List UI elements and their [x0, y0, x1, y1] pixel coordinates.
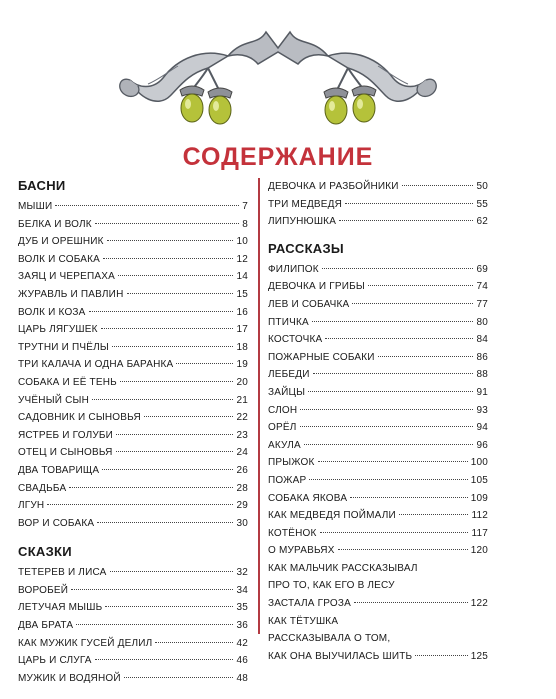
dot-leader [415, 655, 467, 656]
entry-title: МЫШИ [18, 201, 53, 212]
entry-page-number: 94 [476, 422, 488, 434]
toc-entry-line [268, 577, 488, 595]
dot-leader [102, 469, 233, 470]
dot-leader [95, 223, 239, 224]
toc-entry [18, 198, 248, 216]
entry-title: БЕЛКА И ВОЛК [18, 218, 92, 230]
toc-entry [18, 339, 248, 357]
entry-title: ТРИ МЕДВЕДЯ [268, 198, 343, 210]
entry-title: АКУЛА [268, 439, 301, 451]
dot-leader [124, 677, 234, 678]
entry-title: ЦАРЬ И СЛУГА [18, 655, 92, 667]
entry-title: РАССКАЗЫВАЛА О ТОМ, [268, 633, 391, 645]
entry-page-number: 125 [470, 650, 488, 662]
entry-page-number: 23 [236, 429, 248, 441]
toc-entry [268, 196, 488, 214]
entry-page-number: 55 [476, 198, 488, 210]
toc-entry [18, 427, 248, 445]
dot-leader [312, 321, 474, 322]
toc-entry [18, 635, 248, 653]
entry-title: ДВА ТОВАРИЩА [18, 464, 100, 476]
toc-list-multiline [268, 560, 488, 666]
dot-leader [101, 328, 234, 329]
entry-page-number: 10 [236, 236, 248, 248]
dot-leader [95, 659, 234, 660]
dot-leader [144, 416, 234, 417]
entry-page-number: 77 [476, 298, 488, 310]
entry-page-number: 91 [476, 386, 488, 398]
entry-page-number: 100 [470, 457, 488, 469]
entry-title: ТРИ КАЛАЧА И ОДНА БАРАНКА [18, 359, 174, 371]
entry-title: СЛОН [268, 404, 298, 416]
toc-entry [18, 564, 248, 582]
entry-title: ДЕВОЧКА И ГРИБЫ [268, 281, 365, 293]
entry-title: ПРЫЖОК [268, 457, 315, 469]
dot-leader [116, 434, 233, 435]
entry-title: ВОРОБЕЙ [18, 584, 69, 596]
entry-title: ДУБ И ОРЕШНИК [18, 236, 104, 248]
entry-title: КОТЁНОК [268, 527, 317, 539]
dot-leader [176, 363, 233, 364]
entry-page-number: 16 [236, 306, 248, 318]
dot-leader [309, 479, 467, 480]
entry-title: СОБАКА ЯКОВА [268, 492, 348, 504]
entry-page-number: 28 [236, 482, 248, 494]
dot-leader [318, 461, 468, 462]
entry-page-number: 17 [236, 324, 248, 336]
toc-entry [18, 599, 248, 617]
entry-page-number: 96 [476, 439, 488, 451]
entry-page-number: 46 [236, 655, 248, 667]
dot-leader [89, 311, 234, 312]
entry-page-number: 62 [476, 216, 488, 228]
toc-entry [268, 384, 488, 402]
dot-leader [116, 451, 234, 452]
entry-title: О МУРАВЬЯХ [268, 545, 335, 557]
entry-page-number: 88 [476, 369, 488, 381]
toc-entry [18, 304, 248, 322]
entry-title: ЦАРЬ ЛЯГУШЕК [18, 324, 98, 336]
entry-page-number: 42 [236, 637, 248, 649]
entry-page-number: 112 [471, 510, 488, 522]
dot-leader [338, 549, 468, 550]
entry-page-number: 12 [236, 253, 248, 265]
toc-entry [18, 321, 248, 339]
toc-entry [268, 525, 488, 543]
dot-leader [399, 514, 469, 515]
dot-leader [354, 602, 468, 603]
dot-leader [345, 203, 473, 204]
toc-entry [18, 216, 248, 234]
dot-leader [339, 220, 473, 221]
entry-page-number: 15 [236, 288, 248, 300]
entry-title: ЛГУН [18, 500, 45, 512]
dot-leader [110, 571, 234, 572]
entry-title: ВОЛК И СОБАКА [18, 253, 101, 265]
dot-leader [378, 356, 474, 357]
dot-leader [69, 487, 233, 488]
toc-entry [18, 480, 248, 498]
dot-leader [308, 391, 473, 392]
toc-entry [18, 251, 248, 269]
entry-page-number: 7 [242, 201, 248, 212]
toc-left-column [18, 178, 248, 687]
toc-entry [18, 652, 248, 670]
entry-page-number: 34 [236, 584, 248, 596]
dot-leader [320, 532, 469, 533]
dot-leader [300, 426, 474, 427]
entry-page-number: 84 [476, 334, 488, 346]
toc-entry [18, 462, 248, 480]
entry-page-number: 36 [236, 620, 248, 632]
entry-title: ПОЖАР [268, 474, 307, 486]
dot-leader [313, 373, 474, 374]
entry-page-number: 93 [476, 404, 488, 416]
toc-entry [18, 286, 248, 304]
toc-entry [268, 261, 488, 279]
entry-page-number: 86 [476, 351, 488, 363]
toc-entry-line [268, 595, 488, 613]
dot-leader [402, 185, 474, 186]
entry-page-number: 35 [236, 602, 248, 614]
dot-leader [155, 642, 233, 643]
dot-leader [325, 338, 473, 339]
toc-entry [268, 419, 488, 437]
entry-page-number: 109 [470, 492, 488, 504]
toc-entry [268, 349, 488, 367]
entry-page-number: 24 [236, 447, 248, 459]
entry-title: ЛЕБЕДИ [268, 369, 310, 381]
toc-entry [18, 268, 248, 286]
toc-entry [18, 497, 248, 515]
toc-entry [18, 356, 248, 374]
entry-title: КОСТОЧКА [268, 334, 323, 346]
dot-leader [112, 346, 234, 347]
entry-title: ОТЕЦ И СЫНОВЬЯ [18, 447, 113, 459]
toc-entry [268, 402, 488, 420]
toc-entry [268, 542, 488, 560]
entry-title: УЧЁНЫЙ СЫН [18, 394, 90, 406]
entry-title: СОБАКА И ЕЁ ТЕНЬ [18, 376, 117, 388]
entry-title: ПОЖАРНЫЕ СОБАКИ [268, 351, 375, 363]
toc-entry [18, 617, 248, 635]
toc-entry-line [268, 630, 488, 648]
entry-title: ДЕВОЧКА И РАЗБОЙНИКИ [268, 181, 399, 192]
dot-leader [127, 293, 234, 294]
toc-entry [18, 392, 248, 410]
entry-page-number: 74 [476, 281, 488, 293]
entry-page-number: 14 [236, 271, 248, 283]
entry-title: ЖУРАВЛЬ И ПАВЛИН [18, 288, 124, 300]
toc-entry [268, 213, 488, 231]
toc-entry [268, 472, 488, 490]
section-heading: СКАЗКИ [18, 544, 72, 560]
dot-leader [300, 409, 473, 410]
toc-list-rasskazy [268, 261, 488, 560]
entry-title: ЗАЯЦ И ЧЕРЕПАХА [18, 271, 115, 283]
entry-title: ТРУТНИ И ПЧЁЛЫ [18, 341, 109, 353]
dot-leader [76, 624, 233, 625]
entry-page-number: 105 [470, 474, 488, 486]
dot-leader [92, 399, 233, 400]
entry-title: МУЖИК И ВОДЯНОЙ [18, 672, 121, 684]
entry-title: ЗАСТАЛА ГРОЗА [268, 598, 352, 610]
entry-title: ЛИПУНЮШКА [268, 216, 337, 228]
dot-leader [97, 522, 233, 523]
entry-title: ЛЕТУЧАЯ МЫШЬ [18, 602, 103, 614]
entry-page-number: 30 [236, 517, 248, 529]
entry-page-number: 80 [476, 316, 488, 328]
dot-leader [352, 303, 473, 304]
entry-title: ПРО ТО, КАК ЕГО В ЛЕСУ [268, 580, 395, 592]
entry-title: КАК ОНА ВЫУЧИЛАСЬ ШИТЬ [268, 650, 413, 662]
entry-page-number: 18 [236, 341, 248, 353]
toc-entry [18, 233, 248, 251]
toc-entry [268, 437, 488, 455]
dot-leader [304, 444, 474, 445]
toc-entry [268, 331, 488, 349]
section-heading: РАССКАЗЫ [268, 240, 344, 256]
entry-title: СВАДЬБА [18, 482, 67, 494]
toc-right-column [268, 178, 488, 665]
entry-page-number: 8 [242, 218, 248, 230]
toc-entry [268, 296, 488, 314]
toc-entry [18, 374, 248, 392]
entry-title: КАК МАЛЬЧИК РАССКАЗЫВАЛ [268, 562, 418, 574]
dot-leader [55, 205, 239, 206]
toc-entry-line [268, 560, 488, 578]
dot-leader [107, 240, 234, 241]
entry-title: ПТИЧКА [268, 316, 309, 328]
entry-page-number: 120 [470, 545, 488, 557]
entry-page-number: 122 [470, 598, 488, 610]
entry-page-number: 21 [236, 394, 248, 406]
entry-page-number: 48 [236, 672, 248, 684]
toc-list-skazki-cont [268, 178, 488, 231]
section-heading: БАСНИ [18, 178, 66, 193]
entry-page-number: 29 [236, 500, 248, 512]
toc-entry [268, 314, 488, 332]
dot-leader [322, 268, 474, 269]
column-divider [258, 178, 260, 634]
entry-title: КАК МУЖИК ГУСЕЙ ДЕЛИЛ [18, 637, 153, 649]
entry-page-number: 26 [236, 464, 248, 476]
toc-entry [268, 454, 488, 472]
toc-entry-line [268, 613, 488, 631]
toc-entry [268, 178, 488, 196]
toc-list-basni [18, 198, 248, 532]
entry-page-number: 69 [476, 263, 488, 275]
entry-page-number: 22 [236, 412, 248, 424]
dot-leader [105, 606, 233, 607]
dot-leader [103, 258, 233, 259]
entry-page-number: 20 [236, 376, 248, 388]
toc-entry [18, 582, 248, 600]
entry-title: ФИЛИПОК [268, 263, 319, 275]
entry-title: КАК МЕДВЕДЯ ПОЙМАЛИ [268, 510, 396, 522]
toc-entry [18, 515, 248, 533]
entry-title: ЛЕВ И СОБАЧКА [268, 298, 350, 310]
page-title: СОДЕРЖАНИЕ [182, 143, 374, 171]
dot-leader [120, 381, 234, 382]
dot-leader [47, 504, 233, 505]
entry-title: КАК ТЁТУШКА [268, 615, 339, 627]
entry-page-number: 117 [471, 527, 488, 539]
entry-title: ВОЛК И КОЗА [18, 306, 86, 318]
entry-page-number: 32 [236, 567, 248, 579]
toc-entry-line [268, 648, 488, 666]
toc-entry [18, 444, 248, 462]
entry-title: ДВА БРАТА [18, 620, 74, 632]
toc-entry [268, 366, 488, 384]
toc-entry [268, 278, 488, 296]
entry-title: ЯСТРЕБ И ГОЛУБИ [18, 429, 114, 441]
entry-title: ТЕТЕРЕВ И ЛИСА [18, 567, 107, 579]
entry-title: САДОВНИК И СЫНОВЬЯ [18, 412, 141, 424]
dot-leader [368, 285, 474, 286]
dot-leader [71, 589, 233, 590]
toc-list-skazki [18, 564, 248, 687]
entry-title: ОРЁЛ [268, 422, 297, 434]
toc-entry [18, 409, 248, 427]
toc-entry [268, 490, 488, 508]
entry-page-number: 50 [476, 181, 488, 192]
entry-title: ВОР И СОБАКА [18, 517, 95, 529]
entry-page-number: 19 [236, 359, 248, 371]
acorn-ornament-icon [108, 18, 448, 130]
dot-leader [118, 275, 234, 276]
entry-title: ЗАЙЦЫ [268, 386, 306, 398]
toc-entry [18, 670, 248, 688]
toc-entry [268, 507, 488, 525]
dot-leader [350, 497, 468, 498]
